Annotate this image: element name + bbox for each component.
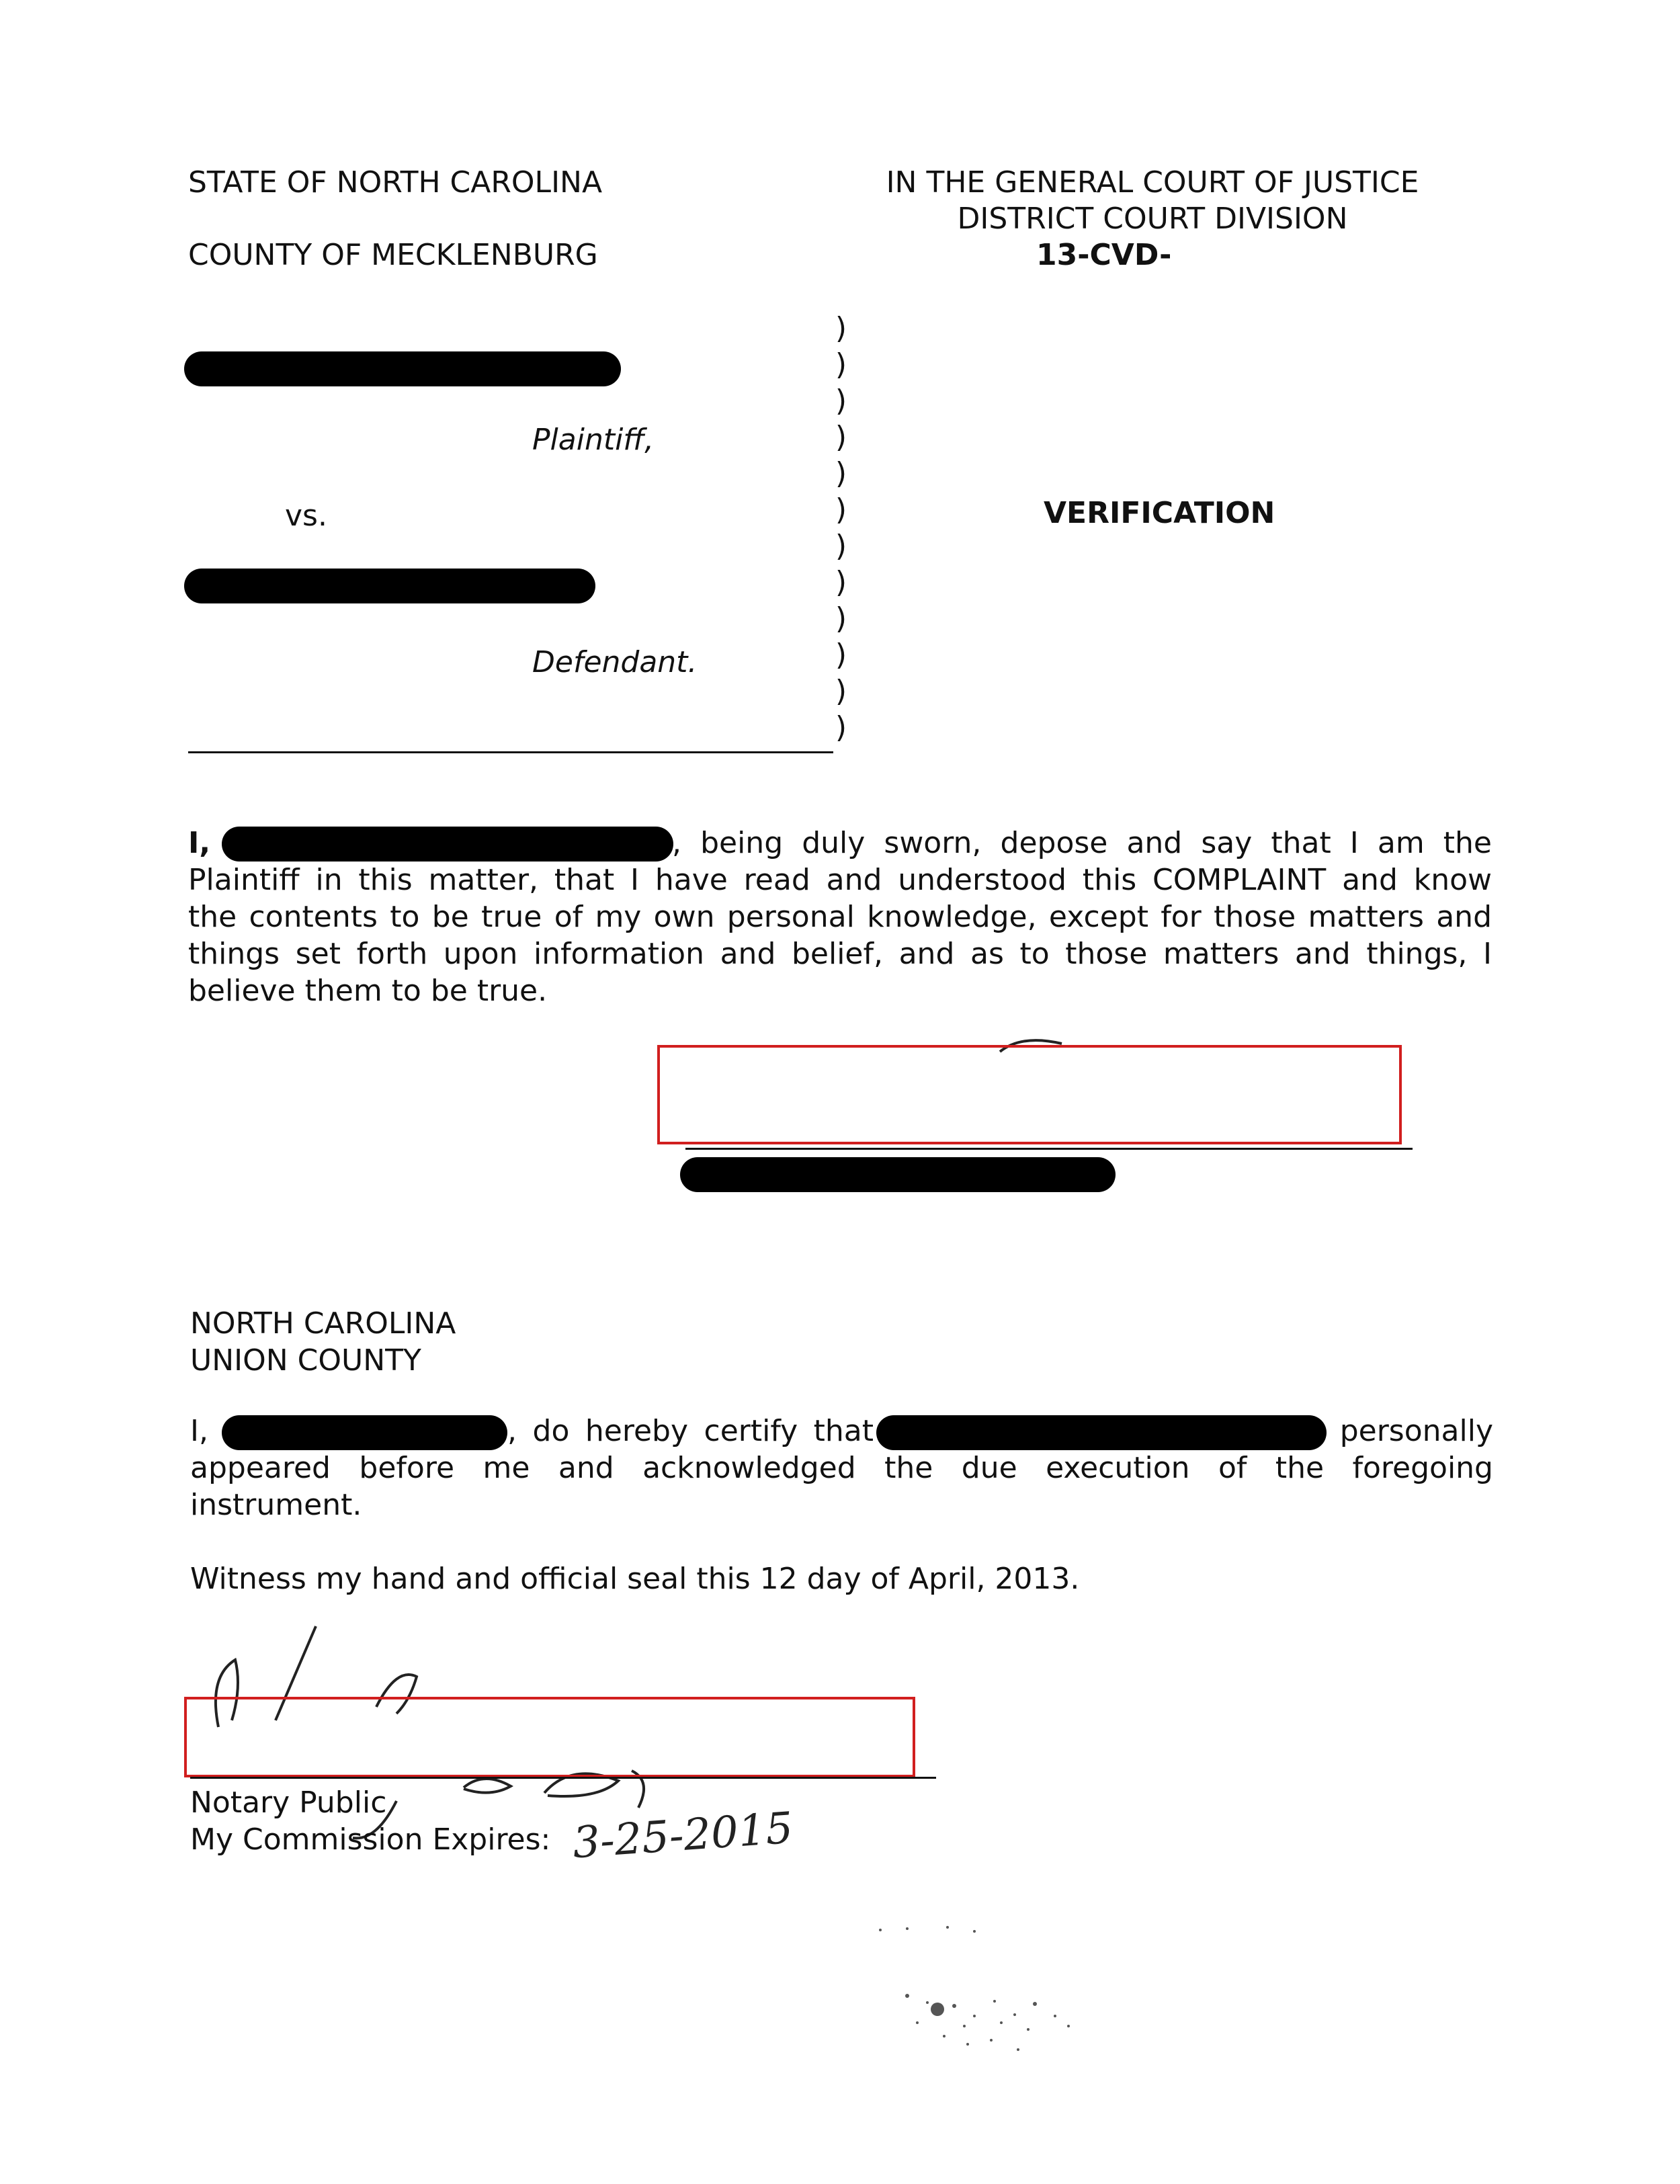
- court-heading: IN THE GENERAL COURT OF JUSTICE: [886, 165, 1419, 200]
- affiant-printed-name-redaction: [680, 1157, 1116, 1192]
- paren: ): [835, 420, 847, 454]
- affiant-signature-line: [685, 1148, 1413, 1150]
- notary-title: Notary Public: [190, 1786, 387, 1820]
- verification-line-5: believe them to be true.: [188, 974, 548, 1008]
- verification-line-4: things set forth upon information and belief, and as to those matters and things, I: [188, 937, 1492, 971]
- paren: ): [835, 311, 847, 345]
- commission-date: 3-25-2015: [571, 1803, 795, 1869]
- affiant-name-redaction: [222, 827, 673, 862]
- notary-county: UNION COUNTY: [190, 1343, 421, 1378]
- notary-personally: personally: [1339, 1414, 1493, 1448]
- county-heading: COUNTY OF MECKLENBURG: [188, 238, 598, 272]
- division-heading: DISTRICT COURT DIVISION: [957, 202, 1348, 236]
- paren: ): [835, 493, 847, 527]
- paren: ): [835, 456, 847, 491]
- vs-label: vs.: [285, 499, 327, 533]
- defendant-label: Defendant.: [532, 645, 698, 679]
- paren: ): [835, 638, 847, 672]
- paren: ): [835, 384, 847, 418]
- paren: ): [835, 601, 847, 636]
- document-title: VERIFICATION: [1044, 496, 1275, 530]
- defendant-name-redaction: [184, 569, 595, 603]
- paren: ): [835, 347, 847, 382]
- paren: ): [835, 529, 847, 563]
- affiant-signature-highlight-box: [657, 1045, 1402, 1144]
- paren: ): [835, 565, 847, 599]
- paren: ): [835, 710, 847, 745]
- appearing-party-redaction: [876, 1415, 1327, 1450]
- paren: ): [835, 674, 847, 708]
- notary-signature-highlight-box: [184, 1697, 915, 1777]
- case-number: 13-CVD-: [1036, 238, 1172, 272]
- notary-signature-line: [190, 1777, 936, 1779]
- notary-line-2: appeared before me and acknowledged the due execution of the foregoing: [190, 1451, 1493, 1485]
- plaintiff-label: Plaintiff,: [532, 423, 655, 457]
- verification-line-2: Plaintiff in this matter, that I have read and understood this COMPLAINT and know: [188, 863, 1492, 897]
- verification-intro: I,: [188, 826, 211, 860]
- state-heading: STATE OF NORTH CAROLINA: [188, 165, 603, 200]
- caption-underline: [188, 751, 833, 753]
- notary-name-redaction: [222, 1415, 507, 1450]
- notary-intro: I,: [190, 1414, 208, 1448]
- commission-label: My Commission Expires:: [190, 1822, 551, 1857]
- witness-line: Witness my hand and official seal this 12 day of April, 2013.: [190, 1562, 1080, 1596]
- faint-seal-impression: [867, 1922, 1089, 2083]
- notary-state: NORTH CAROLINA: [190, 1306, 456, 1341]
- plaintiff-name-redaction: [184, 351, 621, 386]
- verification-line-1: , being duly sworn, depose and say that I am the: [672, 826, 1492, 860]
- caption-paren-column: [806, 310, 847, 746]
- verification-line-3: the contents to be true of my own personal knowledge, except for those matters and: [188, 900, 1492, 934]
- notary-certify-text: , do hereby certify that: [507, 1414, 874, 1448]
- notary-line-3: instrument.: [190, 1488, 362, 1522]
